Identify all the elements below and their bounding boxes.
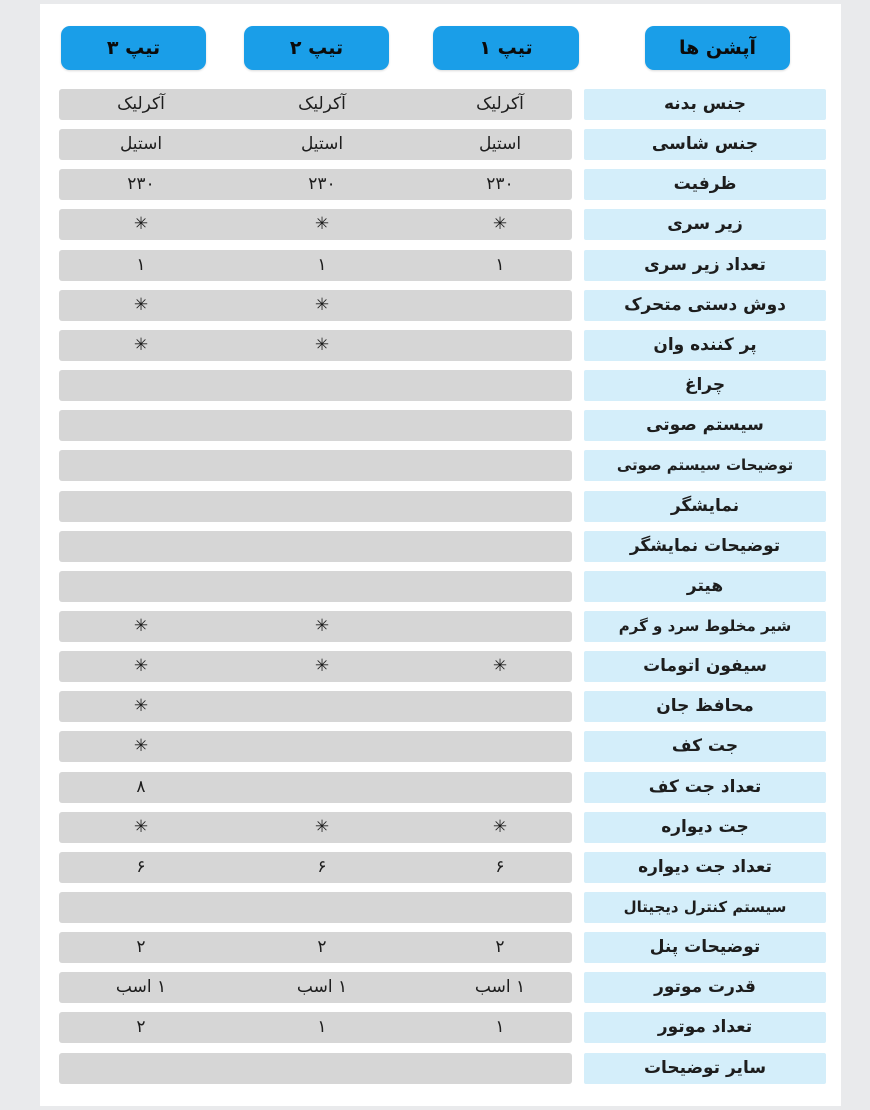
type2-value [262,450,382,481]
value-cells [59,491,572,522]
type1-value: ۶ [495,856,505,877]
type1-value [440,531,560,562]
type1-value: استیل [478,134,522,155]
type2-value [262,691,382,722]
type1-value: ✳ [492,214,508,235]
type1-value [440,410,560,441]
type1-value [440,290,560,321]
type3-value [81,531,201,562]
option-label: جت کف [584,731,826,762]
type1-value [440,772,560,803]
type3-value: ۲۳۰ [127,174,155,195]
option-label: تعداد زیر سری [584,250,826,281]
table-row [0,731,870,762]
option-label: توضیحات سیستم صوتی [584,450,826,481]
option-label: ظرفیت [584,169,826,200]
value-cells [59,450,572,481]
table-row [0,852,870,883]
value-cells [59,812,572,843]
type1-value: ۲۳۰ [486,174,514,195]
type2-value: ۱ [317,1017,327,1038]
type1-value [440,370,560,401]
value-cells [59,330,572,361]
type3-value: ✳ [133,816,149,837]
type1-value [440,571,560,602]
type2-value: ✳ [314,214,330,235]
type3-value: ۸ [136,776,146,797]
type2-value: ✳ [314,816,330,837]
table-row [0,772,870,803]
header-type2: تیپ ۲ [244,26,389,70]
option-label: قدرت موتور [584,972,826,1003]
value-cells [59,129,572,160]
value-cells [59,1053,572,1084]
option-label: جنس شاسی [584,129,826,160]
option-label: سیفون اتومات [584,651,826,682]
value-cells [59,772,572,803]
type3-value: استیل [119,134,163,155]
type2-value: آکرلیک [298,94,346,114]
type2-value [262,731,382,762]
header-type1: تیپ ۱ [433,26,579,70]
table-row [0,812,870,843]
type3-value [81,370,201,401]
option-label: تعداد موتور [584,1012,826,1043]
table-row [0,1012,870,1043]
option-label: سیستم صوتی [584,410,826,441]
type2-value [262,410,382,441]
type2-value: ۱ [317,254,327,275]
type3-value: ۱ اسب [115,977,167,998]
value-cells [59,410,572,441]
header-type3: تیپ ۳ [61,26,206,70]
table-row [0,410,870,441]
value-cells [59,852,572,883]
type3-value: آکرلیک [117,94,165,114]
type3-value [81,450,201,481]
table-row [0,330,870,361]
value-cells [59,1012,572,1043]
type1-value: ✳ [492,656,508,677]
type3-value: ✳ [133,615,149,636]
value-cells [59,731,572,762]
type1-value [440,330,560,361]
type3-value: ✳ [133,656,149,677]
value-cells [59,89,572,120]
type3-value: ۲ [136,937,146,958]
option-label: محافظ جان [584,691,826,722]
option-label: دوش دستی متحرک [584,290,826,321]
table-row [0,209,870,240]
table-row [0,1053,870,1084]
type2-value [262,772,382,803]
type1-value [440,731,560,762]
table-row [0,611,870,642]
header-options: آپشن ها [645,26,790,70]
type3-value [81,410,201,441]
type3-value: ۲ [136,1017,146,1038]
type2-value: ۶ [317,856,327,877]
type2-value: استیل [300,134,344,155]
option-label: نمایشگر [584,491,826,522]
type2-value [262,1053,382,1084]
option-label: چراغ [584,370,826,401]
table-row [0,250,870,281]
option-label: سایر توضیحات [584,1053,826,1084]
value-cells [59,571,572,602]
option-label: جنس بدنه [584,89,826,120]
option-label: پر کننده وان [584,330,826,361]
option-label: تعداد جت دیواره [584,852,826,883]
type2-value: ✳ [314,294,330,315]
value-cells [59,972,572,1003]
value-cells [59,250,572,281]
value-cells [59,290,572,321]
table-row [0,571,870,602]
option-label: زیر سری [584,209,826,240]
type3-value [81,491,201,522]
value-cells [59,892,572,923]
type1-value: ۱ [495,254,505,275]
option-label: توضیحات نمایشگر [584,531,826,562]
type1-value [440,450,560,481]
type2-value: ۲۳۰ [308,174,336,195]
type2-value: ✳ [314,334,330,355]
type1-value [440,1053,560,1084]
type2-value: ۲ [317,937,327,958]
type3-value: ✳ [133,736,149,757]
type3-value: ✳ [133,214,149,235]
type1-value: ✳ [492,816,508,837]
type3-value: ۱ [136,254,146,275]
type2-value [262,531,382,562]
value-cells [59,169,572,200]
value-cells [59,691,572,722]
table-row [0,531,870,562]
option-label: جت دیواره [584,812,826,843]
table-row [0,491,870,522]
table-row [0,651,870,682]
type2-value [262,892,382,923]
type2-value [262,370,382,401]
type1-value [440,892,560,923]
type1-value: ۱ [495,1017,505,1038]
type2-value: ✳ [314,615,330,636]
type2-value: ✳ [314,656,330,677]
option-label: توضیحات پنل [584,932,826,963]
table-row [0,972,870,1003]
type3-value: ۶ [136,856,146,877]
table-row [0,932,870,963]
type2-value: ۱ اسب [296,977,348,998]
type2-value [262,571,382,602]
table-row [0,89,870,120]
value-cells [59,932,572,963]
type1-value [440,491,560,522]
type3-value [81,1053,201,1084]
type1-value [440,691,560,722]
type1-value [440,611,560,642]
type1-value: آکرلیک [476,94,524,114]
value-cells [59,209,572,240]
table-row [0,169,870,200]
type1-value: ۲ [495,937,505,958]
table-row [0,290,870,321]
type3-value: ✳ [133,294,149,315]
table-row [0,370,870,401]
value-cells [59,651,572,682]
option-label: سیستم کنترل دیجیتال [584,892,826,923]
table-row [0,892,870,923]
value-cells [59,370,572,401]
type3-value [81,892,201,923]
value-cells [59,611,572,642]
type3-value: ✳ [133,334,149,355]
type1-value: ۱ اسب [474,977,526,998]
option-label: تعداد جت کف [584,772,826,803]
type2-value [262,491,382,522]
type3-value [81,571,201,602]
value-cells [59,531,572,562]
option-label: شیر مخلوط سرد و گرم [584,611,826,642]
table-row [0,450,870,481]
option-label: هیتر [584,571,826,602]
table-row [0,129,870,160]
type3-value: ✳ [133,696,149,717]
table-row [0,691,870,722]
